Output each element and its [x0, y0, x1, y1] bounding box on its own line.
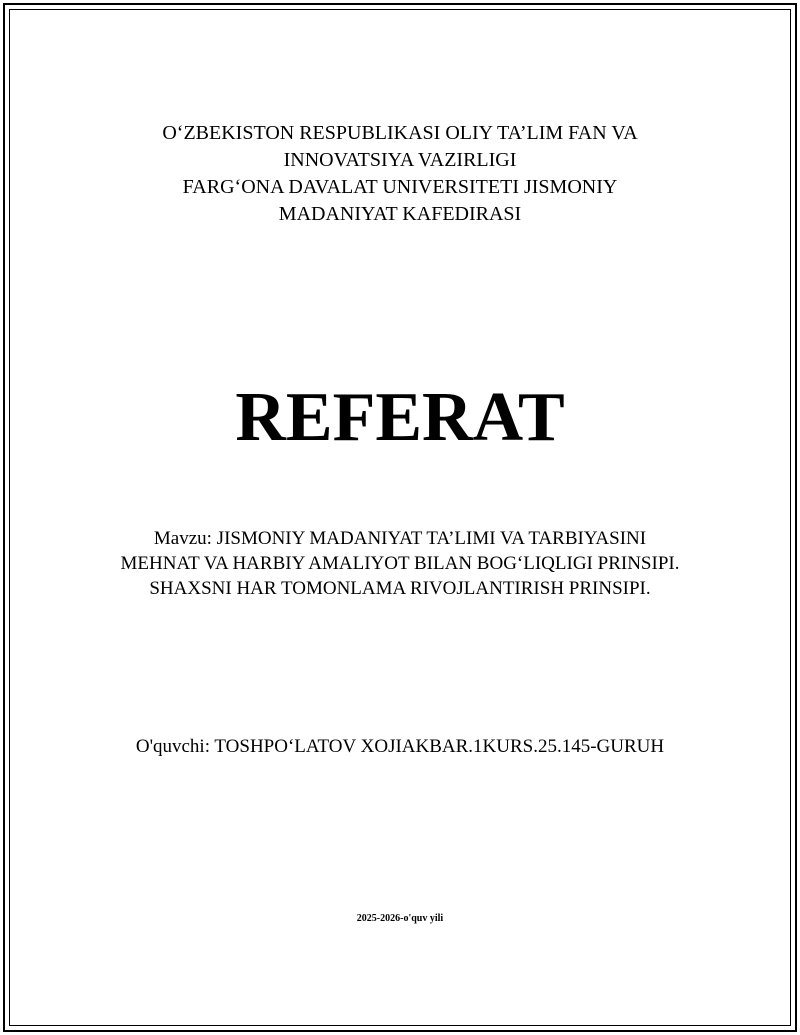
topic-line: MEHNAT VA HARBIY AMALIYOT BILAN BOG‘LIQLIGI PRINSIPI.	[120, 553, 680, 574]
student-info: O'quvchi: TOSHPO‘LATOV XOJIAKBAR.1KURS.25.145-GURUH	[135, 736, 665, 757]
document-title: REFERAT	[235, 379, 565, 456]
topic-block	[0, 526, 800, 601]
header-line: INNOVATSIYA VAZIRLIGI	[283, 149, 517, 171]
institution-header	[0, 120, 800, 228]
header-line: FARG‘ONA DAVALAT UNIVERSITETI JISMONIY	[182, 176, 618, 198]
topic-line: SHAXSNI HAR TOMONLAMA RIVOJLANTIRISH PRINSIPI.	[149, 578, 651, 599]
topic-line: Mavzu: JISMONIY MADANIYAT TA’LIMI VA TARBIYASINI	[153, 528, 647, 549]
header-line: MADANIYAT KAFEDIRASI	[278, 203, 522, 225]
header-line: O‘ZBEKISTON RESPUBLIKASI OLIY TA’LIM FAN VA	[162, 122, 638, 144]
academic-year: 2025-2026-o'quv yili	[356, 913, 444, 924]
